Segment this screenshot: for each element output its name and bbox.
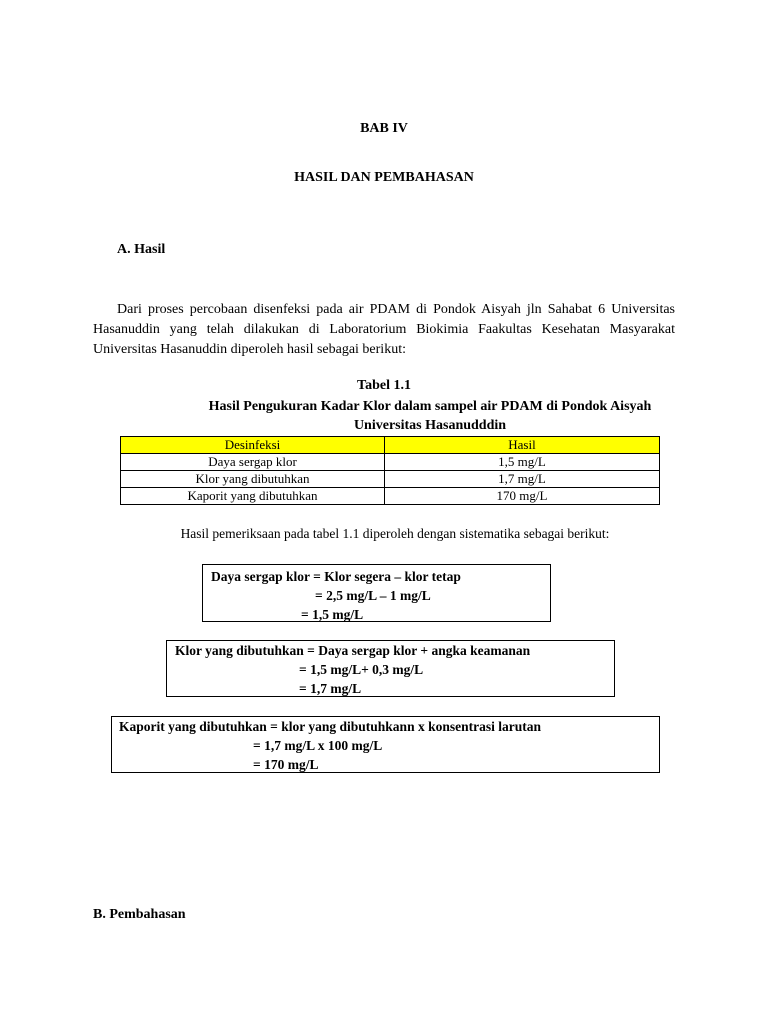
intro-paragraph: Dari proses percobaan disenfeksi pada air PDAM di Pondok Aisyah jln Sahabat 6 Universitas Hasanuddin yang telah dilakukan di Laboratorium Biokimia Faakultas Kesehatan Masyarakat Universitas Hasanuddin diperoleh hasil sebagai berikut:: [93, 302, 675, 357]
section-a-heading: A. Hasil: [117, 242, 166, 257]
table-row: [121, 454, 660, 471]
chapter-title: HASIL DAN PEMBAHASAN: [294, 170, 474, 185]
table-cell: 1,5 mg/L: [385, 454, 660, 471]
table-note: Hasil pemeriksaan pada tabel 1.1 diperoleh dengan sistematika sebagai berikut:: [180, 526, 610, 541]
table-header-cell: Hasil: [385, 437, 660, 454]
results-table: [120, 436, 660, 505]
table-header-cell: Desinfeksi: [121, 437, 385, 454]
section-b-heading: B. Pembahasan: [93, 907, 186, 922]
table-cell: Kaporit yang dibutuhkan: [121, 488, 385, 505]
calc-line: Kaporit yang dibutuhkan = klor yang dibutuhkann x konsentrasi larutan: [119, 719, 541, 734]
calc-line: = 170 mg/L: [253, 757, 319, 772]
calculation-box-daya-sergap: [202, 564, 551, 622]
calc-line: = 1,7 mg/L: [299, 681, 362, 696]
calc-line: = 1,5 mg/L: [301, 607, 364, 622]
calculation-box-klor-dibutuhkan: [166, 640, 615, 697]
calc-line: Klor yang dibutuhkan = Daya sergap klor + angka keamanan: [175, 643, 531, 658]
table-cell: Daya sergap klor: [121, 454, 385, 471]
table-header-row: [121, 437, 660, 454]
calc-line: Daya sergap klor = Klor segera – klor tetap: [211, 569, 461, 584]
table-title: Hasil Pengukuran Kadar Klor dalam sampel air PDAM di Pondok Aisyah Universitas Hasanudddin: [208, 399, 652, 433]
table-cell: 170 mg/L: [385, 488, 660, 505]
table-row: [121, 488, 660, 505]
calc-line: = 2,5 mg/L – 1 mg/L: [315, 588, 431, 603]
table-cell: 1,7 mg/L: [385, 471, 660, 488]
table-cell: Klor yang dibutuhkan: [121, 471, 385, 488]
calculation-box-kaporit: [111, 716, 660, 773]
table-row: [121, 471, 660, 488]
table-caption: Tabel 1.1: [357, 378, 411, 393]
calc-line: = 1,7 mg/L x 100 mg/L: [253, 738, 383, 753]
calc-line: = 1,5 mg/L+ 0,3 mg/L: [299, 662, 424, 677]
chapter-heading: BAB IV: [360, 121, 408, 136]
